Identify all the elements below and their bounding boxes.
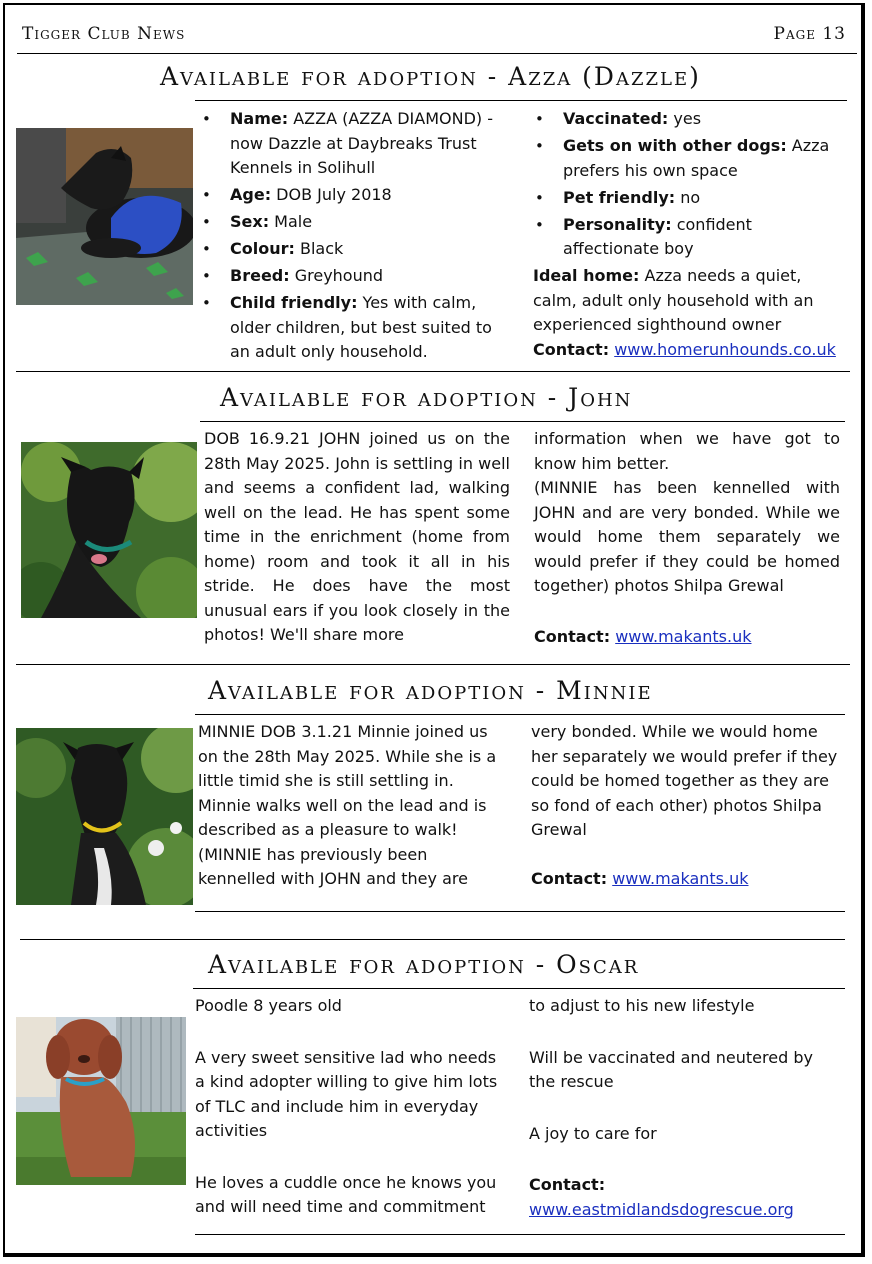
john-title-rule <box>200 421 845 422</box>
azza-pet-friendly-item: • Pet friendly: no <box>533 186 845 211</box>
john-photo <box>21 442 197 618</box>
azza-right-column <box>533 107 845 362</box>
azza-photo <box>16 128 193 305</box>
page-header <box>22 24 846 44</box>
azza-details-list <box>200 107 500 365</box>
azza-title: Available for adoption - Azza (Dazzle) <box>160 62 701 91</box>
publication-name: Tigger Club News <box>22 24 186 44</box>
azza-ideal-home: Ideal home: Azza needs a quiet, calm, adult only household with an experienced sighthound owner <box>533 266 814 334</box>
john-bonded-note: (MINNIE has been kennelled with JOHN and are very bonded. While we would home them separately we would prefer if they could be homed together) photos Shilpa Grewal <box>534 478 840 595</box>
oscar-contact <box>529 1198 841 1223</box>
azza-name-item: • Name: AZZA (AZZA DIAMOND) - now Dazzle at Daybreaks Trust Kennels in Solihull <box>200 107 500 181</box>
minnie-left-column <box>198 720 508 892</box>
azza-contact: Contact: www.homerunhounds.co.uk <box>533 339 836 359</box>
oscar-right-column <box>529 994 841 1222</box>
oscar-contact-label: Contact: <box>529 1175 606 1194</box>
azza-bottom-rule <box>16 371 850 372</box>
minnie-description: MINNIE DOB 3.1.21 Minnie joined us on the 28th May 2025. While she is a little timid she is still settling in. Minnie walks well on the lead and is described as a pleasure to walk! (MINNIE has previously been kennelled with JOHN and they are <box>198 722 497 888</box>
oscar-bottom-rule <box>195 1234 845 1235</box>
john-contact-link[interactable]: www.makants.uk <box>615 626 752 646</box>
minnie-contact-link[interactable]: www.makants.uk <box>612 868 749 888</box>
minnie-photo <box>16 728 193 905</box>
oscar-breed-age: Poodle 8 years old <box>195 996 342 1015</box>
oscar-title-rule <box>193 988 845 989</box>
azza-sex-item: • Sex: Male <box>200 210 500 235</box>
header-rule <box>17 53 857 54</box>
azza-breed-item: • Breed: Greyhound <box>200 264 500 289</box>
minnie-title-rule <box>195 714 845 715</box>
oscar-title: Available for adoption - Oscar <box>208 950 640 979</box>
minnie-right-column <box>531 720 843 891</box>
oscar-description-cont: to adjust to his new lifestyle <box>529 996 755 1015</box>
azza-child-friendly-item: • Child friendly: Yes with calm, older children, but best suited to an adult only household. <box>200 291 500 365</box>
john-description: DOB 16.9.21 JOHN joined us on the 28th May 2025. John is settling in well and seems a confident lad, walking well on the lead. He has spent some time in the enrichment (home from home) room and took it all in his stride. He does have the most unusual ears if you look closely in the photos! We'll share more <box>204 429 510 644</box>
minnie-bottom-rule <box>195 911 845 912</box>
oscar-joy-note: A joy to care for <box>529 1123 657 1143</box>
oscar-left-column <box>195 994 505 1220</box>
minnie-description-cont: very bonded. While we would home her separately we would prefer if they could be homed together as they are so fond of each other) photos Shilpa Grewal <box>531 722 838 839</box>
john-contact: Contact: www.makants.uk <box>534 626 752 646</box>
azza-left-column <box>200 107 500 367</box>
azza-details-list-2 <box>533 107 845 262</box>
azza-vaccinated-item: • Vaccinated: yes <box>533 107 845 132</box>
oscar-description-2: He loves a cuddle once he knows you and will need time and commitment <box>195 1172 497 1216</box>
john-right-column <box>534 427 840 649</box>
azza-colour-item: • Colour: Black <box>200 237 500 262</box>
page-number: Page 13 <box>773 24 846 44</box>
minnie-title: Available for adoption - Minnie <box>208 676 653 705</box>
oscar-photo <box>16 1017 186 1185</box>
azza-title-rule <box>195 100 847 101</box>
john-bottom-rule <box>16 664 850 665</box>
azza-other-dogs-item: • Gets on with other dogs: Azza prefers his own space <box>533 134 845 183</box>
oscar-description: A very sweet sensitive lad who needs a kind adopter willing to give him lots of TLC and include him in everyday activities <box>195 1047 498 1140</box>
john-description-cont: information when we have got to know him better. <box>534 429 840 473</box>
minnie-contact: Contact: www.makants.uk <box>531 868 749 888</box>
oscar-contact-link[interactable]: www.eastmidlandsdogrescue.org <box>529 1199 794 1219</box>
azza-age-item: • Age: DOB July 2018 <box>200 183 500 208</box>
azza-personality-item: • Personality: confident affectionate boy <box>533 213 845 262</box>
john-title: Available for adoption - John <box>220 383 633 412</box>
oscar-top-rule <box>20 939 845 940</box>
john-left-column <box>204 427 510 648</box>
oscar-vaccination-note: Will be vaccinated and neutered by the rescue <box>529 1047 813 1091</box>
azza-contact-link[interactable]: www.homerunhounds.co.uk <box>614 339 836 359</box>
